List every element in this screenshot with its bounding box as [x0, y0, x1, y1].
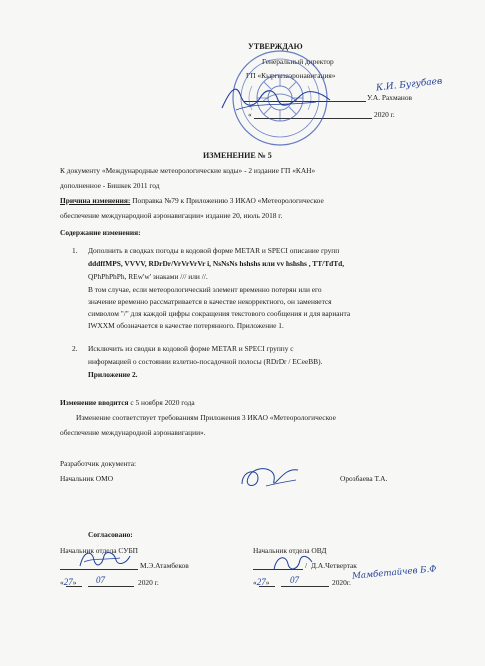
developer-position: Начальник ОМО [60, 474, 114, 483]
right-signature-icon [268, 548, 316, 578]
item-1-line7: IWXXM обозначается в качестве потерянного. Приложение 1. [88, 321, 284, 330]
quote-close: » [265, 578, 270, 587]
item-1-line4: В том случае, если метеорологический элемент временно потерян или его [88, 285, 322, 294]
item-1-line6: символом "/" для каждой цифры сокращения текстового сообщения и для варианта [88, 309, 351, 318]
left-signature-icon [74, 546, 134, 572]
approver-signature-icon [216, 80, 336, 116]
quote-close: » [72, 578, 77, 587]
document-title: ИЗМЕНЕНИЕ № 5 [203, 151, 272, 160]
approver-handwritten-name: К.И. Бугубаев [375, 76, 443, 94]
agreed-left-year: 2020 г. [138, 578, 159, 587]
reason-label: Причина изменения: [60, 196, 131, 205]
item-2-line3: Приложение 2. [88, 370, 138, 379]
item-2-line2: информацией о состоянии взлетно-посадочной полосы (RDrDr / ECeeBB). [88, 357, 323, 366]
agreed-left-month: 07 [96, 575, 105, 585]
reason-text: Поправка №79 к Приложению 3 ИКАО «Метеорологическое [130, 196, 324, 205]
agreed-right-year: 2020г. [332, 578, 351, 587]
agreed-right-month: 07 [290, 575, 299, 585]
developer-name: Орозбаева Т.А. [340, 474, 388, 483]
agreed-left-day: 27 [63, 577, 73, 587]
approval-heading: УТВЕРЖДАЮ [248, 42, 303, 51]
item-1-line1: Дополнить в сводках погоды в кодовой форме METAR и SPECI описание групп [88, 246, 340, 255]
item-2-line1: Исключить из сводки в кодовой форме METAR и SPECI группу с [88, 344, 294, 353]
developer-label: Разработчик документа: [60, 459, 137, 468]
approval-date-prefix: « [248, 110, 252, 119]
item-1-line5: значение временно рассматривается в качестве некорректного, он заменяется [88, 297, 332, 306]
quote-open: « [60, 578, 64, 587]
reason-line1 [60, 196, 324, 206]
agreed-right-day: 27 [256, 577, 266, 587]
approval-position-line1: Генеральный директор [262, 57, 334, 66]
document-ref-line2: дополненное - Бишкек 2011 год [60, 181, 160, 190]
right-handwritten-name: Мамбетайчев Б.Ф [351, 564, 437, 582]
developer-signature-icon [236, 462, 306, 494]
document-ref-line1: К документу «Международные метеорологические коды» - 2 издание ГП «КАН» [60, 166, 316, 175]
agreed-right-slash: / [305, 561, 308, 570]
approval-position-line2: ГП «Кыргызаэронавигация» [246, 71, 336, 80]
approval-date-year: 2020 г. [374, 110, 395, 119]
contents-label-text: Содержание изменения [60, 228, 139, 237]
item-1-line3: QPhPhPhPh, REw'w' знаками /// или //. [88, 272, 208, 281]
agreed-label: Согласовано: [88, 530, 133, 539]
approval-name: У.А. Рахманов [367, 93, 413, 102]
contents-label [60, 228, 141, 238]
effective-text: с 5 ноября 2020 года [128, 398, 195, 407]
agreed-right-position: Начальник отдела ОВД [253, 546, 327, 555]
item-1-line2: dddffMPS, VVVV, RDrDr/VrVrVrVr i, NsNsNs hshshs или vv hshshs , TT/TdTd, [88, 259, 345, 268]
quote-open: « [253, 578, 257, 587]
compliance-line2: обеспечение международной аэронавигации». [60, 428, 206, 437]
agreed-left-name: М.Э.Атамбеков [140, 561, 189, 570]
agreed-right-name: Д.А.Четвертак [311, 561, 357, 570]
reason-line2: обеспечение международной аэронавигации» издание 20, июль 2018 г. [60, 211, 283, 220]
effective-date [60, 398, 195, 408]
effective-label: Изменение вводится [60, 398, 129, 407]
agreed-left-position: Начальник отдела СУБП [60, 546, 139, 555]
contents-colon: : [138, 228, 141, 237]
item-1-number: 1. [72, 246, 78, 255]
compliance-line1: Изменение соответствует требованиям Приложения 3 ИКАО «Метеорологическое [76, 413, 336, 422]
item-2-number: 2. [72, 344, 78, 353]
